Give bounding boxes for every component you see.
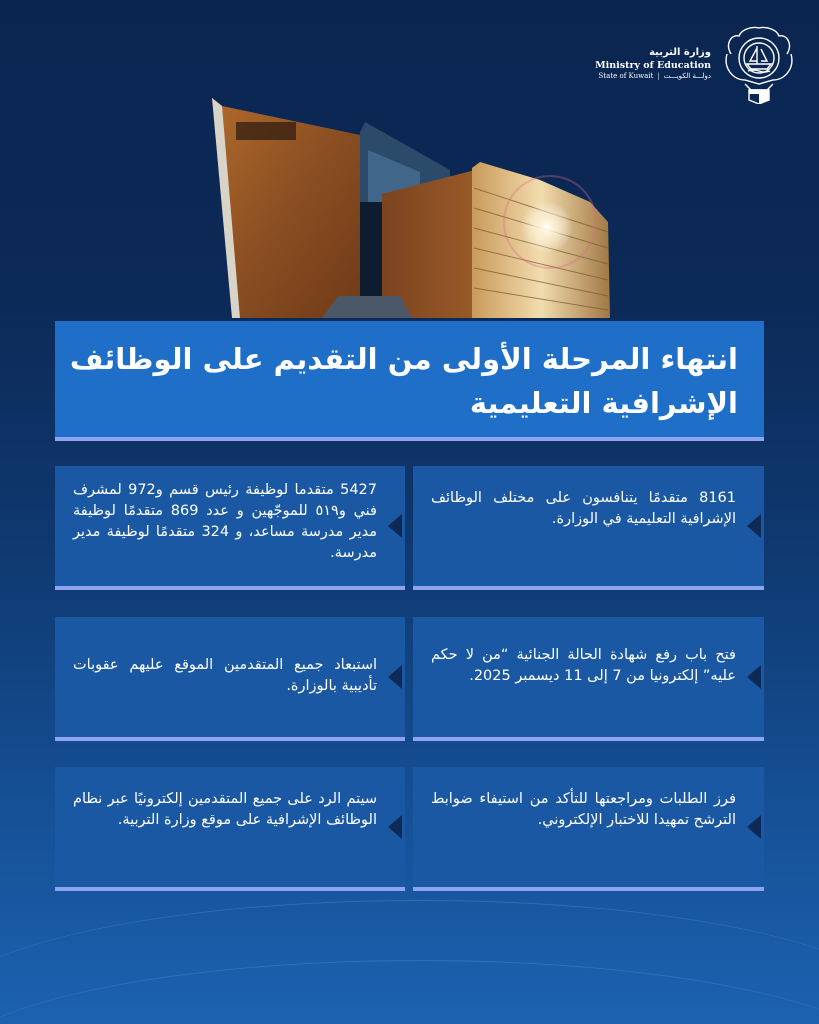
- card-text: فرز الطلبات ومراجعتها للتأكد من استيفاء ضوابط الترشح تمهيدا للاختبار الإلكتروني.: [431, 791, 736, 828]
- pointer-arrow-icon: [388, 665, 402, 689]
- ministry-name-ar: وزارة التربية: [649, 47, 711, 59]
- info-card-exclusion: [55, 617, 405, 741]
- info-card-sorting: [413, 767, 764, 891]
- pointer-arrow-icon: [747, 665, 761, 689]
- info-card-response: [55, 767, 405, 891]
- state-line: [595, 72, 711, 81]
- ministry-building-image: [210, 92, 610, 322]
- separator: |: [657, 71, 660, 80]
- kuwait-emblem-icon: [721, 24, 797, 104]
- ministry-logo: [595, 24, 797, 104]
- ministry-name-en: Ministry of Education: [595, 59, 711, 71]
- page-title-line-2: الإشرافية التعليمية: [469, 386, 738, 420]
- info-card-total-applicants: [413, 466, 764, 590]
- state-name-en: State of Kuwait: [598, 71, 654, 80]
- page-title-line-1: انتهاء المرحلة الأولى من التقديم على الوظائف: [69, 342, 738, 376]
- pointer-arrow-icon: [388, 815, 402, 839]
- brand-text: [595, 47, 711, 80]
- info-card-criminal-record: [413, 617, 764, 741]
- title-banner: [55, 321, 764, 441]
- pointer-arrow-icon: [747, 514, 761, 538]
- state-name-ar: دولـــة الكويـــت: [663, 71, 711, 80]
- info-card-applicants-breakdown: [55, 466, 405, 590]
- pointer-arrow-icon: [388, 514, 402, 538]
- pointer-arrow-icon: [747, 815, 761, 839]
- card-text: 5427 متقدما لوظيفة رئيس قسم و972 لمشرف فني و٥١٩ للموجّهين و عدد 869 متقدمًا لوظيفة مدير مدرسة مساعد، و 324 متقدمًا لوظيفة مدير مدرسة.: [73, 482, 377, 561]
- card-text: 8161 متقدمًا يتنافسون على مختلف الوظائف الإشرافية التعليمية في الوزارة.: [431, 490, 736, 527]
- card-text: فتح باب رفع شهادة الحالة الجنائية “من لا حكم عليه” إلكترونيا من 7 إلى 11 ديسمبر 2025.: [431, 647, 736, 684]
- card-text: استبعاد جميع المتقدمين الموقع عليهم عقوبات تأديبية بالوزارة.: [73, 657, 377, 694]
- card-text: سيتم الرد على جميع المتقدمين إلكترونيًا عبر نظام الوظائف الإشرافية على موقع وزارة التربية.: [73, 791, 377, 828]
